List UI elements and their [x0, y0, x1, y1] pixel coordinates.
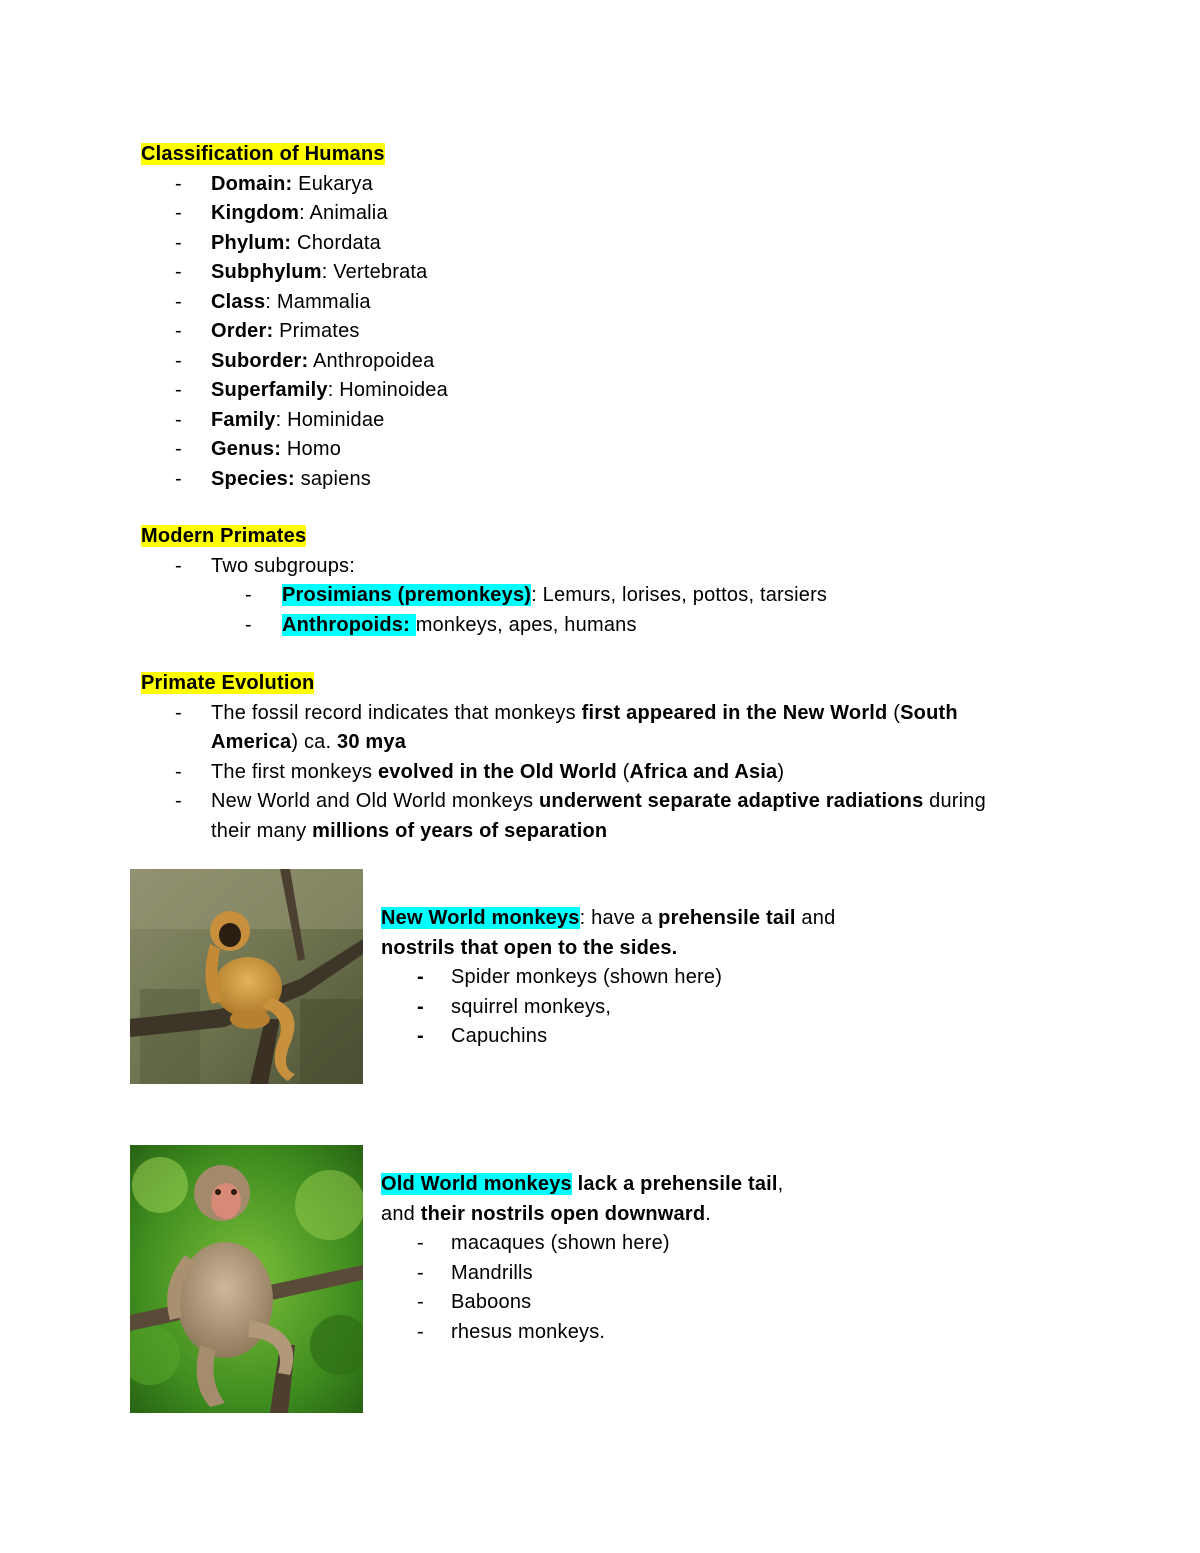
- list-item: - Species: sapiens: [175, 467, 371, 490]
- list-item: - Two subgroups:: [175, 554, 355, 577]
- list-item: - The fossil record indicates that monkeys first appeared in the New World (South: [175, 701, 958, 724]
- list-item: - macaques (shown here): [417, 1232, 670, 1254]
- primate-evolution-section: [141, 669, 1101, 846]
- macaque-photo: [130, 1145, 363, 1413]
- list-item: - squirrel monkeys,: [417, 995, 612, 1018]
- list-item: - Family: Hominidae: [175, 408, 385, 431]
- list-item: - Superfamily: Hominoidea: [175, 379, 448, 401]
- list-item: - Domain: Eukarya: [175, 172, 373, 195]
- list-item: - Kingdom: Animalia: [175, 202, 388, 224]
- list-item: - rhesus monkeys.: [417, 1320, 606, 1343]
- classification-section: [141, 140, 1101, 494]
- list-item: - The first monkeys evolved in the Old World (Africa and Asia): [175, 760, 785, 783]
- new-world-monkeys-term: New World monkeys: [381, 907, 580, 929]
- list-item: - Phylum: Chordata: [175, 231, 381, 254]
- modern-primates-section: [141, 522, 1101, 640]
- list-item: - Genus: Homo: [175, 438, 342, 460]
- primate-evolution-heading: Primate Evolution: [141, 672, 315, 694]
- old-world-monkeys-term: Old World monkeys: [381, 1173, 572, 1195]
- modern-primates-heading: Modern Primates: [141, 525, 307, 547]
- spider-monkey-photo: [130, 869, 363, 1084]
- list-item: - Suborder: Anthropoidea: [175, 349, 435, 372]
- list-item: - Order: Primates: [175, 320, 360, 342]
- list-item-continuation: America) ca. 30 mya: [211, 731, 407, 753]
- list-item: - Subphylum: Vertebrata: [175, 261, 428, 283]
- list-item: - Baboons: [417, 1291, 532, 1313]
- old-world-monkeys-section: Old World monkeys lack a prehensile tail, and their nostrils open downward. - macaques (shown here) - Mandrills - Baboons - rhesus monkeys.: [381, 1170, 1121, 1347]
- list-item: - Prosimians (premonkeys): Lemurs, lorises, pottos, tarsiers: [245, 584, 828, 606]
- list-item: - New World and Old World monkeys underwent separate adaptive radiations during: [175, 790, 986, 812]
- list-item: - Capuchins: [417, 1025, 548, 1047]
- list-item: - Mandrills: [417, 1261, 533, 1284]
- list-item: - Class: Mammalia: [175, 290, 371, 313]
- list-item: - Spider monkeys (shown here): [417, 966, 723, 988]
- classification-heading: Classification of Humans: [141, 143, 385, 165]
- new-world-monkeys-section: New World monkeys: have a prehensile tail and nostrils that open to the sides. - Spider monkeys (shown here) - squirrel monkeys, - Capuchins: [381, 904, 1121, 1052]
- list-item-continuation: their many millions of years of separation: [211, 819, 608, 842]
- list-item: - Anthropoids: monkeys, apes, humans: [245, 613, 637, 636]
